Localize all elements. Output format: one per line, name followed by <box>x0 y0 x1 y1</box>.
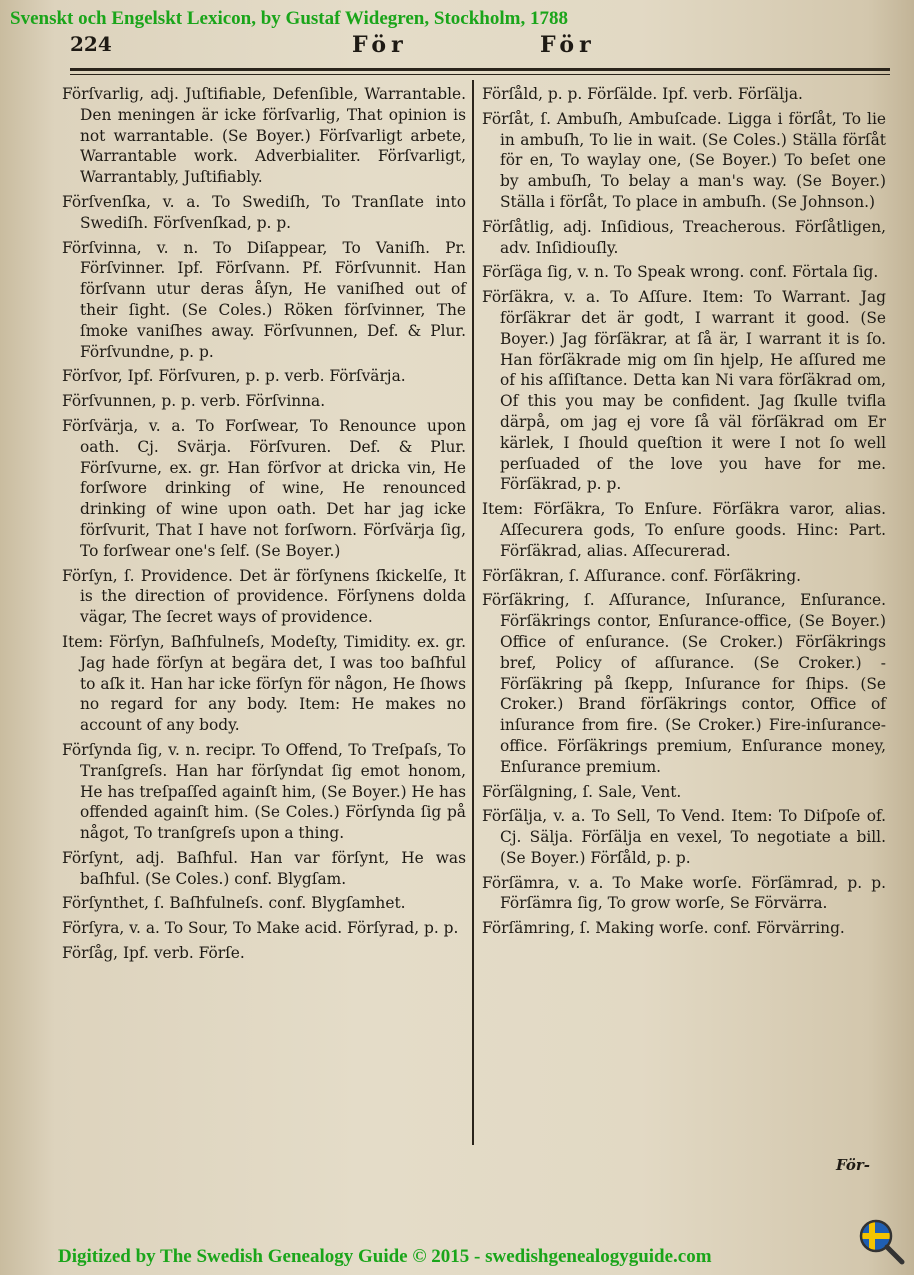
dictionary-entry: Förſälgning, ſ. Sale, Vent. <box>482 782 682 801</box>
dictionary-entry: Förſvärja, v. a. To Forſwear, To Renounce upon oath. Cj. Svärja. Förſvuren. Def. & Plur. Förſvurne, ex. gr. Han förſvor at dricka vin, He forſwore drinking of wine, He renounced drinking of wine upon oath. Det har jag icke förſvurit, That I have not forſworn. Förſvärja ſig, To forſwear one's ſelf. (Se Boyer.) <box>62 416 466 560</box>
column-divider <box>472 80 474 1145</box>
dictionary-entry: Förſäkran, ſ. Aſſurance. conf. Förſäkring. <box>482 566 802 585</box>
dictionary-entry: Förſvunnen, p. p. verb. Förſvinna. <box>62 392 326 411</box>
running-head-right: För <box>540 32 596 58</box>
dictionary-entry: Förſynthet, ſ. Baſhfulneſs. conf. Blygſamhet. <box>62 894 406 913</box>
digitizer-footer: Digitized by The Swedish Genealogy Guide © 2015 - swedishgenealogyguide.com <box>58 1246 712 1267</box>
dictionary-entry: Förſäkra, v. a. To Aſſure. Item: To Warrant. Jag förſäkrar det är godt, I warrant it good. (Se Boyer.) Jag förſäkrar, at ſå är, I warrant it is ſo. Han förſäkrade mig om ſin hjelp, He aſſured me of his aſſiſtance. Detta kan Ni vara förſäkrad om, Of this you may be confident. Jag ſkulle tvifla därpå, om jag ej vore ſå väl förſäkrad om Er kärlek, I ſhould queſtion it were I not ſo well perſuaded of the love you have for me. Förſäkrad, p. p. <box>482 288 886 494</box>
swedish-flag-magnifier-icon <box>858 1218 906 1266</box>
dictionary-entry: Item: Förſyn, Baſhfulneſs, Modeſty, Timidity. ex. gr. Jag hade förſyn at begära det, I was too baſhful to aſk it. Han har icke förſyn för någon, He ſhows no regard for any body. Item: He makes no account of any body. <box>62 632 466 735</box>
page-number: 224 <box>70 32 112 56</box>
page-header <box>62 32 882 60</box>
overlay-title: Svenskt och Engelskt Lexicon, by Gustaf Widegren, Stockholm, 1788 <box>10 8 568 29</box>
dictionary-entry: Förſvinna, v. n. To Diſappear, To Vaniſh. Pr. Förſvinner. Ipf. Förſvann. Pf. Förſvunnit. Han förſvann utur deras åſyn, He vaniſhed out of their ſight. (Se Coles.) Röken förſvinner, The ſmoke vaniſhes away. Förſvunnen, Def. & Plur. Förſvundne, p. p. <box>62 238 466 361</box>
left-column <box>62 84 466 968</box>
header-rule-thin <box>70 74 890 75</box>
dictionary-entry: Förſälja, v. a. To Sell, To Vend. Item: To Diſpoſe of. Cj. Sälja. Förſälja en vexel, To negotiate a bill. (Se Boyer.) Förſåld, p. p. <box>482 807 886 867</box>
dictionary-entry: Förſvor, Ipf. Förſvuren, p. p. verb. Förſvärja. <box>62 367 406 386</box>
dictionary-entry: Förſåg, Ipf. verb. Förſe. <box>62 944 245 963</box>
dictionary-entry: Förſvarlig, adj. Juſtifiable, Defenſible, Warrantable. Den meningen är icke förſvarlig, That opinion is not warrantable. (Se Boyer.) Förſvarligt arbete, Warrantable work. Adverbialiter. Förſvarligt, Warrantably, Juſtifiably. <box>62 85 466 187</box>
running-head-left: För <box>352 32 408 58</box>
dictionary-entry: Förſämring, ſ. Making worſe. conf. Förvärring. <box>482 919 845 938</box>
dictionary-entry: Förſvenſka, v. a. To Swediſh, To Tranſlate into Swediſh. Förſvenſkad, p. p. <box>62 192 466 232</box>
dictionary-entry: Förſåld, p. p. Förſälde. Ipf. verb. Förſälja. <box>482 85 803 103</box>
dictionary-entry: Förſåtlig, adj. Inſidious, Treacherous. Förſåtligen, adv. Inſidiouſly. <box>482 217 886 257</box>
dictionary-entry: Förſäga ſig, v. n. To Speak wrong. conf. Förtala ſig. <box>482 263 879 282</box>
catchword: För- <box>836 1156 870 1174</box>
dictionary-entry: Förſyra, v. a. To Sour, To Make acid. Förſyrad, p. p. <box>62 919 459 938</box>
dictionary-entry: Förſäkring, ſ. Aſſurance, Inſurance, Enſurance. Förſäkrings contor, Enſurance-office, (Se Boyer.) Office of enſurance. (Se Croker.) Förſäkrings bref, Policy of aſſurance. (Se Croker.) - Förſäkring på ſkepp, Inſurance for ſhips. (Se Croker.) Brand förſäkrings contor, Office of inſurance from fire. (Se Croker.) Fire-inſurance-office. Förſäkrings premium, Enſurance money, Enſurance premium. <box>482 591 886 776</box>
right-column <box>482 84 886 943</box>
dictionary-entry: Förſyn, ſ. Providence. Det är förſynens ſkickelſe, It is the direction of providence. Förſynens dolda vägar, The ſecret ways of providence. <box>62 566 466 627</box>
dictionary-entry: Förſynt, adj. Baſhful. Han var förſynt, He was baſhful. (Se Coles.) conf. Blygſam. <box>62 848 466 888</box>
dictionary-entry: Item: Förſäkra, To Enſure. Förſäkra varor, alias. Aſſecurera gods, To enſure goods. Hinc: Part. Förſäkrad, alias. Aſſecurerad. <box>482 500 886 560</box>
dictionary-entry: Förſåt, ſ. Ambuſh, Ambuſcade. Ligga i förſåt, To lie in ambuſh, To lie in wait. (Se Coles.) Ställa förſåt för en, To waylay one, (Se Boyer.) To beſet one by ambuſh, To belay a man's way. (Se Boyer.) Ställa i förſåt, To place in ambuſh. (Se Johnson.) <box>482 109 886 211</box>
header-rule <box>70 68 890 71</box>
dictionary-entry: Förſämra, v. a. To Make worſe. Förſämrad, p. p. Förſämra ſig, To grow worſe, Se Förvärra. <box>482 873 886 913</box>
dictionary-entry: Förſynda ſig, v. n. recipr. To Offend, To Treſpaſs, To Tranſgreſs. Han har förſyndat ſig emot honom, He has treſpaſſed againſt him, (Se Boyer.) He has offended againſt him. (Se Coles.) Förſynda ſig på något, To tranſgreſs upon a thing. <box>62 740 466 843</box>
